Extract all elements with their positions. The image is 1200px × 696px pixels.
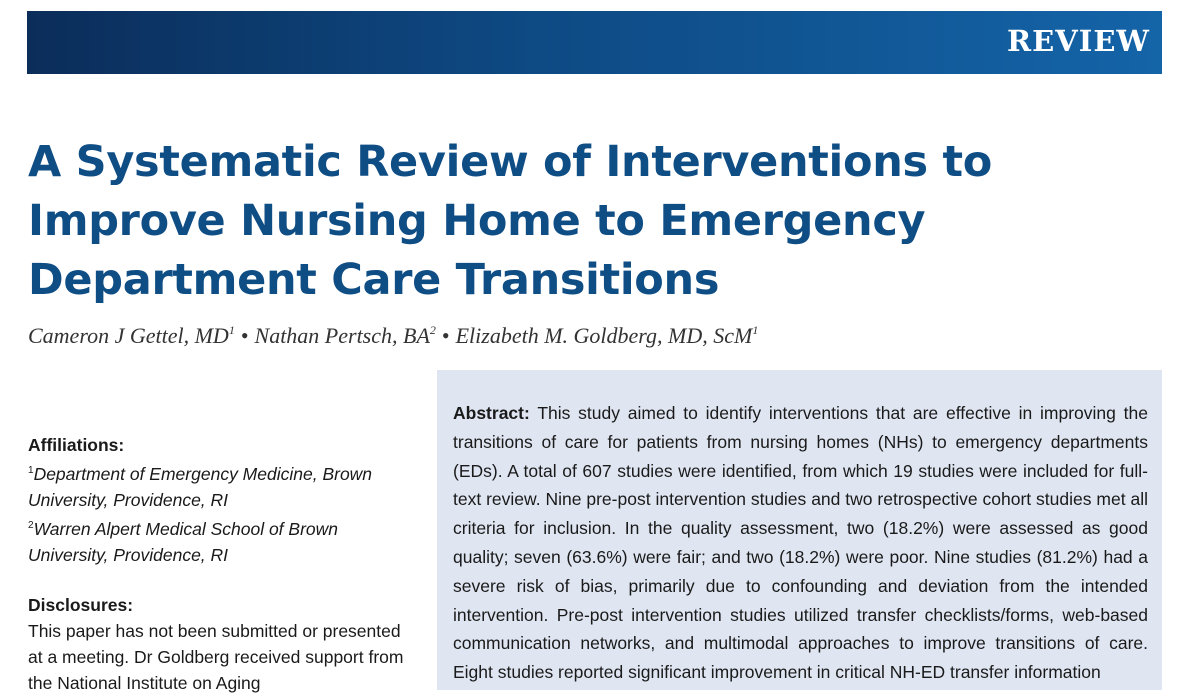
disclosures-heading: Disclosures: [28,595,134,615]
author-affil-marker: 2 [429,323,436,337]
affiliation-item [28,513,413,568]
affiliations-heading: Affiliations: [28,435,125,455]
section-label: REVIEW [1007,24,1150,58]
author-separator: • [240,323,249,348]
affiliation-marker: 1 [28,465,34,476]
title-line: Improve Nursing Home to Emergency [28,196,926,246]
author-affil-marker: 1 [752,323,759,337]
affiliation-text: Department of Emergency Medicine, Brown University, Providence, RI [28,464,373,510]
abstract-label: Abstract: [453,403,530,423]
author-separator: • [441,323,450,348]
article-title [28,133,1028,310]
section-banner [27,11,1162,74]
abstract-body: This study aimed to identify interventions that are effective in improving the transitions of care for patients from nursing homes (NHs) to emergency departments (EDs). A total of 607 studies were identified, from which 19 studies were included for full-text review. Nine pre-post intervention studies and two retrospective cohort studies met all criteria for inclusion. In the quality assessment, two (18.2%) were assessed as good quality; seven (63.6%) were fair; and two (18.2%) were poor. Nine studies (81.2%) had a severe risk of bias, primarily due to confounding and deviation from the intended intervention. Pre-post intervention studies utilized transfer checklists/forms, web-based communication networks, and multimodal approaches to improve transitions of care. Eight studies reported significant improvement in critical NH-ED transfer information [453,403,1149,683]
title-line: A Systematic Review of Interventions to [28,137,993,187]
author-name: Nathan Pertsch, BA [254,323,430,348]
author-name: Elizabeth M. Goldberg, MD, ScM [455,323,753,348]
sidebar [28,432,413,696]
abstract [453,399,1148,687]
author-affil-marker: 1 [228,323,235,337]
author-name: Cameron J Gettel, MD [28,323,229,348]
affiliation-item [28,458,413,513]
title-line: Department Care Transitions [28,255,720,305]
affiliation-marker: 2 [28,520,34,531]
affiliation-text: Warren Alpert Medical School of Brown University, Providence, RI [28,519,339,565]
disclosures-text: This paper has not been submitted or presented at a meeting. Dr Goldberg received support from the National Institute on Aging [28,621,404,693]
author-list [28,323,758,349]
